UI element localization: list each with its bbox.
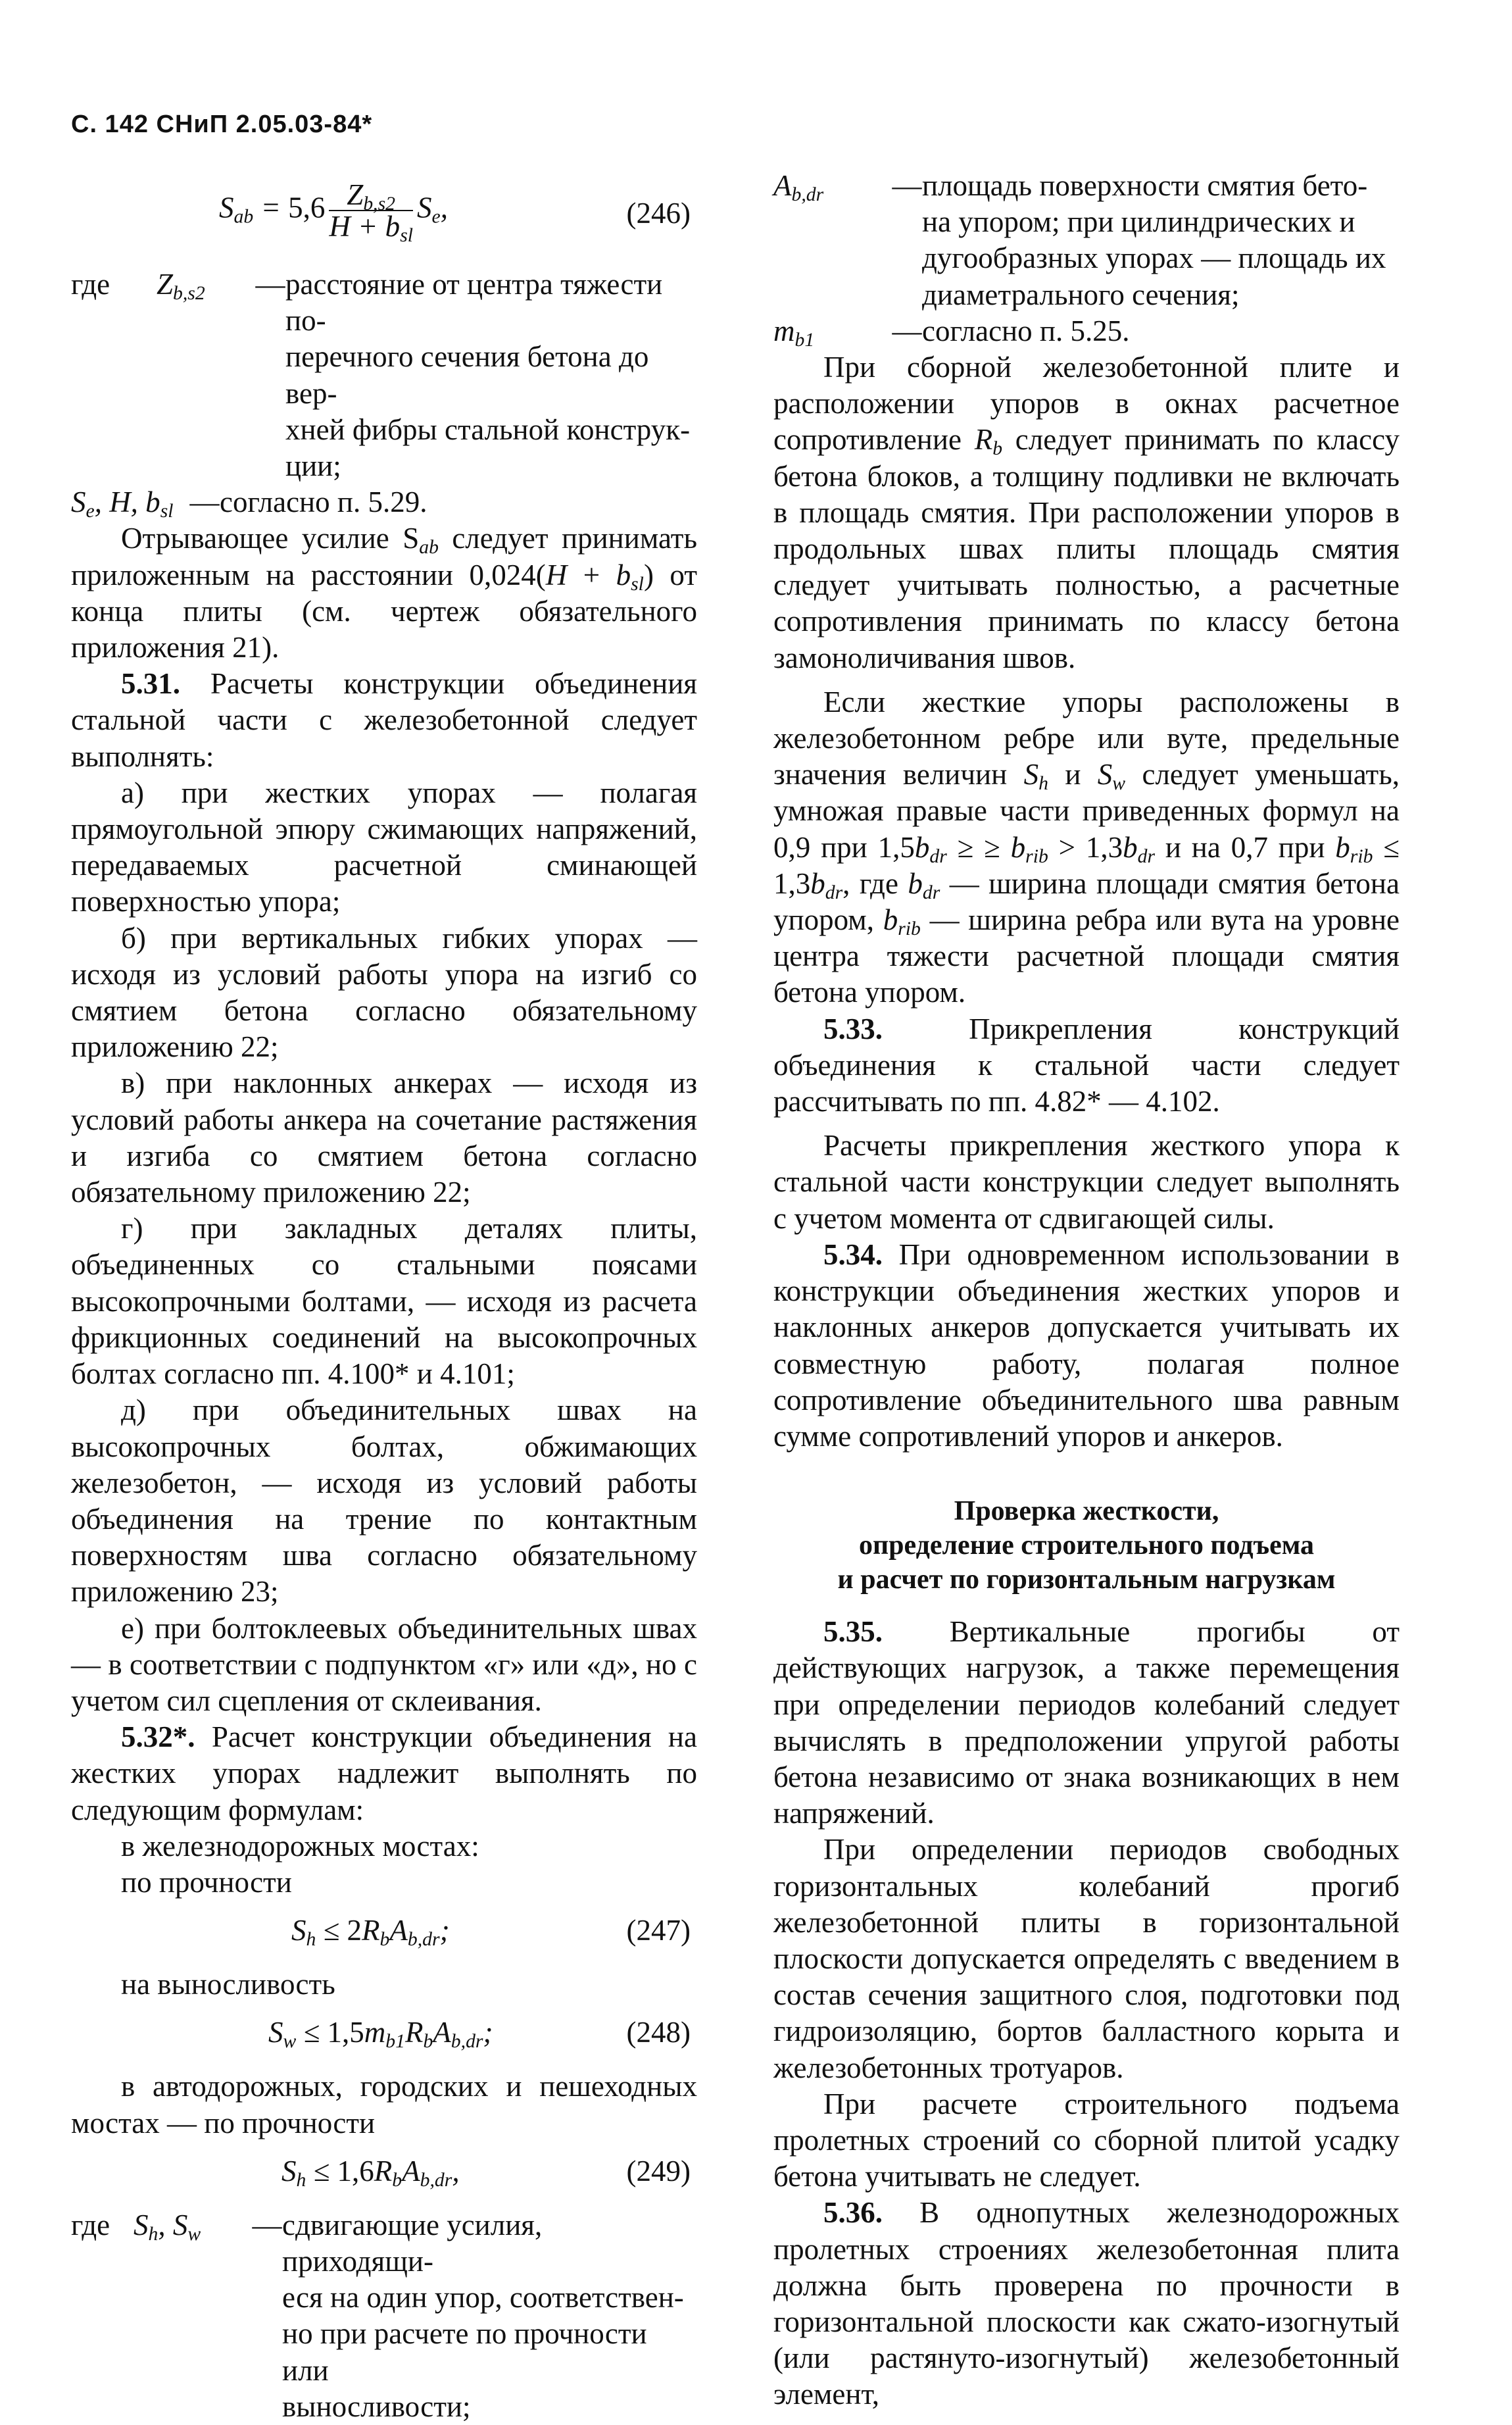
item-d: д) при объединительных швах на высокопрочных болтах, обжимающих железобетон, — исходя из условий работы объединения на трение по контактным поверхностям шва согласно обязательному приложению 23; [71,1393,697,1609]
left-column [71,168,697,2425]
page-header: С. 142 СНиП 2.05.03-84* [71,111,373,138]
equation-249: $S_h \le 1,6R_bA_{b,dr}$, (249) [281,2154,691,2191]
by-strength: по прочности [121,1865,292,1899]
paragraph: При определении периодов свободных горизонтальных колебаний прогиб железобетонной плиты в горизонтальной плоскости допускается определять с введением в состав сечения защитного слоя, подготовки под гидроизоляцию, бортов балластного корыта и железобетонных тротуаров. [773,1833,1400,2084]
symbol: $A_{b,dr}$ [773,169,824,205]
by-endurance: на выносливость [121,1968,335,2001]
definition-z: где $Z_{b,s2}$ — расстояние от центра тяжести по- перечного сечения бетона до вер- хней фибры стальной конструк- ции; [71,266,697,484]
definition-abdr: $A_{b,dr}$ — площадь поверхности смятия бето- на упором; при цилиндрических и дугообразных упорах — площадь их диаметрального сечения; [773,169,1386,311]
item-g: г) при закладных деталях плиты, объединенных со стальными поясами высокопрочными болтами, — исходя из расчета фрикционных соединений на высокопрочных болтах согласно пп. 4.100* и 4.101; [71,1212,697,1391]
section-5-36: 5.36. В однопутных железнодорожных пролетных строениях железобетонная плита должна быть проверена по прочности в горизонтальной плоскости как сжато-изогнутый (или растянуто-изогнутый) железобетонный элемент, [773,2196,1400,2411]
where-label: где [71,268,110,301]
definition-se: $S_e$, H, $b_{sl}$ — согласно п. 5.29. [71,486,427,522]
equation-248: $S_w \le 1,5m_{b1}R_bA_{b,dr}$; (248) [268,2016,691,2053]
equation-246 [71,168,697,266]
item-b: б) при вертикальных гибких упорах — исходя из условий работы упора на изгиб со смятием бетона согласно обязательному приложению 22; [71,921,697,1064]
paragraph: При расчете строительного подъема пролетных строений со сборной плитой усадку бетона учитывать не следует. [773,2087,1400,2193]
symbol: $S_h$, $S_w$ [134,2208,201,2245]
equation-247: $S_h \le 2R_bA_{b,dr}$; (247) [291,1914,691,1951]
road-bridges: в автодорожных, городских и пешеходных мостах — по прочности [71,2070,697,2139]
item-e: е) при болтоклеевых объединительных швах — в соответствии с подпунктом «г» или «д», но с учетом сил сцепления от склеивания. [71,1611,697,1717]
symbol: $m_{b1}$ [773,314,815,351]
right-column [773,168,1400,2413]
section-title-line1: Проверка жесткости, [954,1496,1219,1527]
symbol: $S_e$, H, $b_{sl}$ [71,486,174,522]
section-5-34: 5.34. При одновременном использовании в конструкции объединения жестких упоров и наклонных анкеров допускается учитывать их совместную работу, полагая полное сопротивление объединительного шва равным сумме сопротивлений упоров и анкеров. [773,1238,1400,1453]
formula-248: $S_w \le 1,5m_{b1}R_bA_{b,dr}$; [268,2016,493,2053]
formula-246: $S_{ab} = 5,6$ $\frac{Z_{b,s2}}{H + b_{sl}}$ $S_e$, [219,178,448,246]
section-5-32: 5.32*. Расчет конструкции объединения на жестких упорах надлежит выполнять по следующим формулам: [71,1720,697,1826]
paragraph: При сборной железобетонной плите и расположении упоров в окнах расчетное сопротивление $R_b$ следует принимать по классу бетона блоков, а толщину подливки не включать в площадь смятия. При расположении упоров в продольных швах плиты площадь смятия следует учитывать полностью, а расчетные сопротивления принимать по классу бетона замоноличивания швов. [773,351,1400,674]
item-v: в) при наклонных анкерах — исходя из условий работы анкера на сочетание растяжения и изгиба со смятием бетона согласно обязательному приложению 22; [71,1066,697,1209]
section-5-33: 5.33. Прикрепления конструкций объединения к стальной части следует рассчитывать по пп. 4.82* — 4.102. [773,1012,1400,1118]
definition-sh-sw: где $S_h$, $S_w$ — сдвигающие усилия, приходящи- еся на один упор, соответствен- но при расчете по прочности или выносливости; [71,2208,684,2423]
section-5-35: 5.35. Вертикальные прогибы от действующих нагрузок, а также перемещения при определении периодов колебаний следует вычислять в предположении упругой работы бетона независимо от знака возникающих в нем напряжений. [773,1615,1400,1830]
rail-bridges: в железнодорожных мостах: [121,1829,479,1863]
definition-text: расстояние от центра тяжести по- [285,268,663,338]
item-a: а) при жестких упорах — полагая прямоугольной эпюру сжимающих напряжений, передаваемых расчетной сминающей поверхностью упора; [71,776,697,918]
equation-number: (246) [626,197,691,230]
paragraph: Расчеты прикрепления жесткого упора к стальной части конструкции следует выполнять с учетом момента от сдвигающей силы. [773,1129,1400,1235]
paragraph: Отрывающее усилие $S_{ab}$ следует принимать приложенным на расстоянии $0,024(H + b_{sl})$ от конца плиты (см. чертеж обязательного приложения 21). [71,522,697,664]
definition-mb1: $m_{b1}$ — согласно п. 5.25. [773,314,1130,351]
section-title-line3: и расчет по горизонтальным нагрузкам [837,1564,1336,1595]
section-5-31: 5.31. Расчеты конструкции объединения стальной части с железобетонной следует выполнять: [71,667,697,773]
paragraph: Если жесткие упоры расположены в железобетонном ребре или вуте, предельные значения величин $S_h$ и $S_w$ следует уменьшать, умножая правые части приведенных формул на 0,9 при $1,5b_{dr}$ ≥ ≥ $b_{rib} > 1,3b_{dr}$ и на 0,7 при $b_{rib} \le 1,3b_{dr}$, где $b_{dr}$ — ширина площади смятия бетона упором, $b_{rib}$ — ширина ребра или вута на уровне центра тяжести расчетной площади смятия бетона упором. [773,685,1400,1009]
symbol: $Z_{b,s2}$ [157,268,205,304]
section-title-line2: определение строительного подъема [858,1530,1315,1561]
formula-247: $S_h \le 2R_bA_{b,dr}$; [291,1914,450,1951]
formula-249: $S_h \le 1,6R_bA_{b,dr}$, [281,2154,460,2191]
